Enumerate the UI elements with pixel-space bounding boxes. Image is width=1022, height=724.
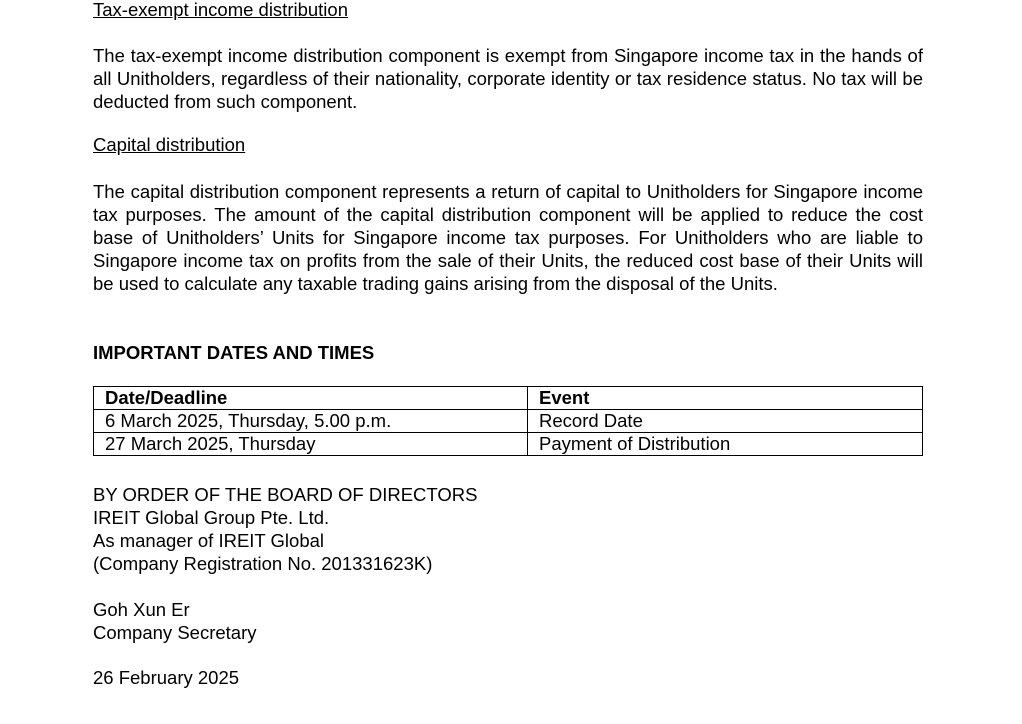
record-date-deadline: 6 March 2025, Thursday, 5.00 p.m. (94, 410, 528, 433)
header-date-deadline: Date/Deadline (94, 387, 528, 410)
registration-number: (Company Registration No. 201331623K) (93, 553, 433, 574)
document-date: 26 February 2025 (93, 667, 240, 688)
order-line: BY ORDER OF THE BOARD OF DIRECTORS (93, 484, 478, 505)
record-date-event: Record Date (528, 410, 923, 433)
payment-date-deadline: 27 March 2025, Thursday (94, 433, 528, 456)
table-header-row (94, 387, 923, 410)
capital-heading: Capital distribution (93, 134, 246, 155)
important-dates-title: IMPORTANT DATES AND TIMES (93, 342, 375, 363)
tax-exempt-paragraph: The tax-exempt income distribution component is exempt from Singapore income tax in the hands of all Unitholders, regardless of their nationality, corporate identity or tax residence status. No tax will be deducted from such component. (93, 45, 923, 112)
table-row (94, 433, 923, 456)
payment-date-event: Payment of Distribution (528, 433, 923, 456)
secretary-name: Goh Xun Er (93, 599, 190, 620)
tax-exempt-heading: Tax-exempt income distribution (93, 0, 348, 20)
important-dates-table (93, 386, 923, 456)
company-name: IREIT Global Group Pte. Ltd. (93, 507, 330, 528)
table-row (94, 410, 923, 433)
capital-paragraph: The capital distribution component represents a return of capital to Unitholders for Singapore income tax purposes. The amount of the capital distribution component will be applied to reduce the cost base of Unitholders’ Units for Singapore income tax purposes. For Unitholders who are liable to Singapore income tax on profits from the sale of their Units, the reduced cost base of their Units will be used to calculate any taxable trading gains arising from the disposal of the Units. (93, 181, 923, 294)
header-event: Event (528, 387, 923, 410)
secretary-title: Company Secretary (93, 622, 257, 643)
manager-role: As manager of IREIT Global (93, 530, 325, 551)
